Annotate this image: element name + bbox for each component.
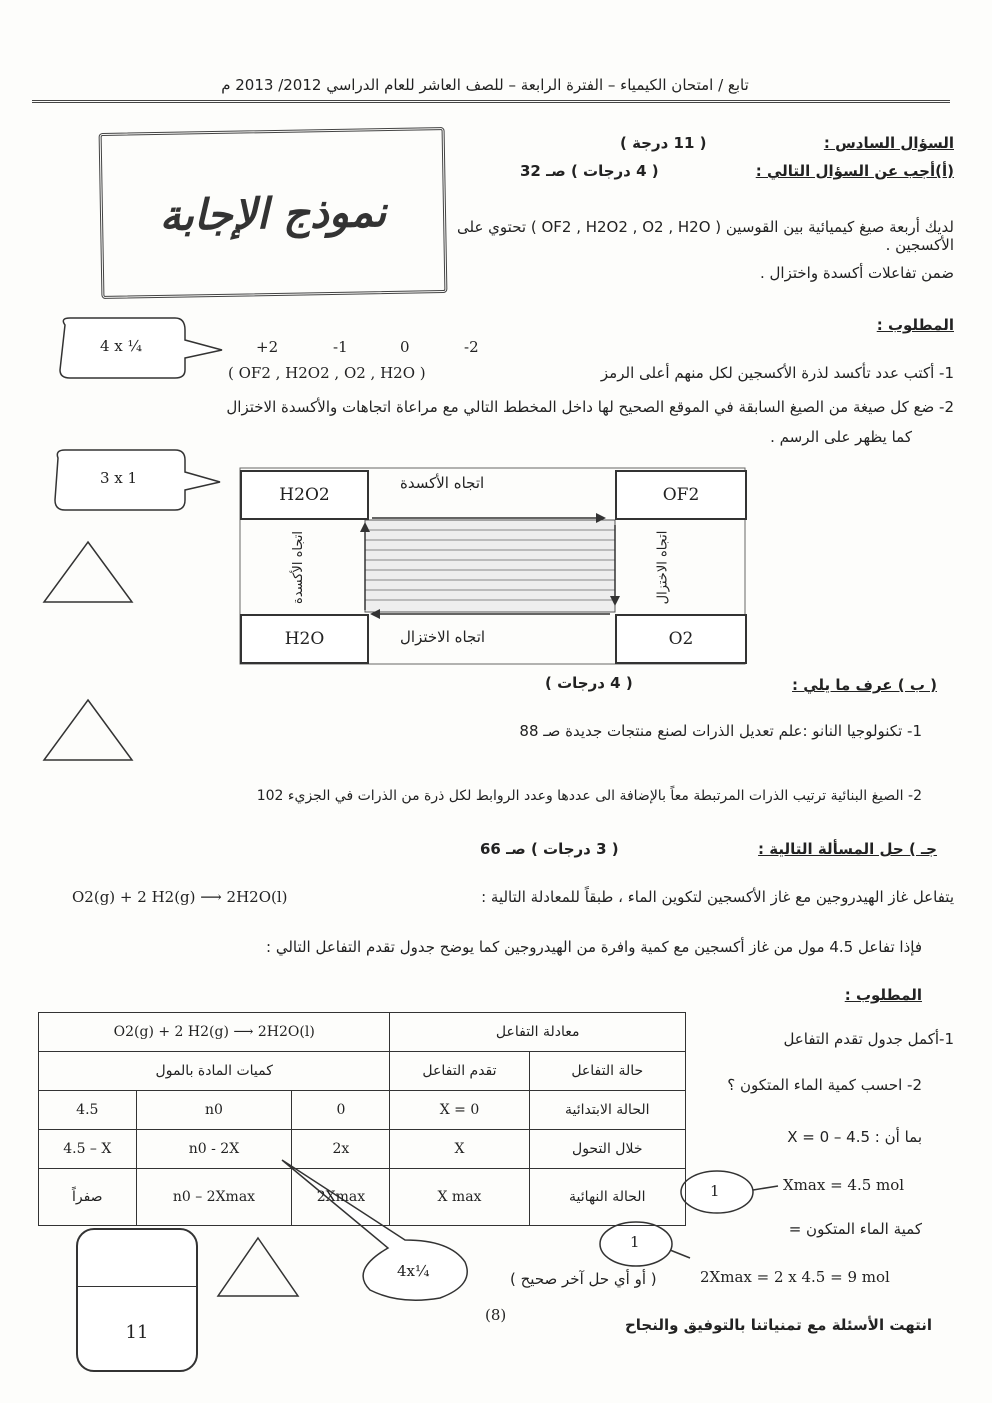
page-number: (8) [485,1306,507,1324]
table-row [39,1091,686,1130]
table-cell: X = 0 [390,1091,529,1130]
table-equation: O2(g) + 2 H2(g) ⟶ 2H2O(l) [39,1013,390,1052]
alternative-note: ( أو أي حل آخر صحيح ) [510,1270,657,1288]
part-b-marks: ( 4 درجات ) [545,674,633,692]
table-row [39,1169,686,1226]
triangle-mark-2 [44,700,132,760]
callout-table-text: 4x¼ [397,1262,430,1280]
triangle-mark-1 [44,542,132,602]
oxidation-direction-label: اتجاه الأكسدة [400,474,485,492]
reaction-progress-table [38,1012,686,1226]
part-c-marks: ( 3 درجات ) صـ 66 [480,840,619,858]
definition-1: 1- تكنولوجيا النانو :علم تعديل الذرات لصنع منتجات جديدة صـ 88 [519,722,922,740]
table-equation-header: معادلة التفاعل [390,1013,686,1052]
required-label: المطلوب : [876,316,954,334]
ox-number-o2: 0 [400,338,410,356]
reduction-direction-label: اتجاه الاختزال [400,628,486,646]
left-vertical-label: اتجاه الأكسدة [290,531,306,604]
part-a-label: (أ)أجب عن السؤال التالي : [755,162,954,180]
question-title: السؤال السادس : [823,134,954,152]
part-c-label: جـ ) حل المسألة التالية : [758,840,937,858]
part-a-marks: ( 4 درجات ) صـ 32 [520,162,659,180]
ox-number-of2: +2 [256,338,279,356]
table-amounts-header: كميات المادة بالمول [39,1052,390,1091]
table-cell: 4.5 – X [39,1130,137,1169]
triangle-mark-3 [218,1238,298,1296]
table-cell: صفراً [39,1169,137,1226]
ox-number-h2o: -2 [464,338,479,356]
table-cell: 0 [292,1091,390,1130]
table-cell: n0 – 2Xmax [136,1169,292,1226]
question-marks: ( 11 درجة ) [620,134,707,152]
table-cell: X max [390,1169,529,1226]
table-cell: 4.5 [39,1091,137,1130]
diagram-band [365,520,615,612]
part-b-label: ( ب ) عرف ما يلي : [792,676,937,694]
part-c-text-1: يتفاعل غاز الهيدروجين مع غاز الأكسجين لتكوين الماء ، طبقاً للمعادلة التالية : [481,888,954,906]
table-cell: 2x [292,1130,390,1169]
part-c-text-2: فإذا تفاعل 4.5 مول من غاز أكسجين مع كمية وافرة من الهيدروجين كما يوضح جدول تقدم التفاعل التالي : [266,938,922,956]
score-total: 11 [125,1322,149,1343]
item-2: 2- ضع كل صيغة من الصيغ السابقة في الموقع الصحيح لها داخل المخطط التالي مع مراعاة اتجاهات والأكسدة الاختزال [226,398,954,416]
part-c-equation: O2(g) + 2 H2(g) ⟶ 2H2O(l) [72,888,288,906]
stamp-text: نموذج الإجابة [159,186,387,240]
callout-one-a-text: 1 [710,1182,720,1200]
water-amount-label: كمية الماء المتكون = [788,1220,922,1238]
part-a-intro2: ضمن تفاعلات أكسدة واختزال . [760,264,954,282]
table-cell: 2Xmax [292,1169,390,1226]
table-cell: n0 - 2X [136,1130,292,1169]
table-cell: الحالة النهائية [529,1169,686,1226]
callout-bubble-2 [55,450,220,510]
water-answer: 2Xmax = 2 x 4.5 = 9 mol [700,1268,890,1286]
diagram-box-bottom-right: O2 [615,614,747,664]
ox-number-h2o2: -1 [333,338,348,356]
exam-header: تابع / امتحان الكيمياء – الفترة الرابعة – للصف العاشر للعام الدراسي 2012/ 2013 م [221,76,749,94]
diagram-box-bottom-left: H2O [240,614,369,664]
table-row [39,1130,686,1169]
requirement-1: 1-أكمل جدول تقدم التفاعل [783,1030,954,1048]
closing-text: انتهت الأسئلة مع تمنياتنا بالتوفيق والنجاح [624,1316,932,1334]
item-1-formulas: ( OF2 , H2O2 , O2 , H2O ) [228,364,426,382]
part-c-required: المطلوب : [844,986,922,1004]
callout-one-b-text: 1 [630,1233,640,1251]
callout-1-text: 4 x ¼ [100,337,143,355]
item-1: 1- أكتب عدد تأكسد لذرة الأكسجين لكل منهم أعلى الرمز [600,364,954,382]
requirement-2: 2- احسب كمية الماء المتكون ؟ [727,1076,922,1094]
callout-2-text: 3 x 1 [100,469,138,487]
diagram-box-top-right: OF2 [615,470,747,520]
item-2b: كما يظهر على الرسم . [770,428,912,446]
calc-line-1: بما أن : 4.5 – X = 0 [787,1128,922,1146]
table-cell: الحالة الابتدائية [529,1091,686,1130]
diagram-box-top-left: H2O2 [240,470,369,520]
table-progress-header: تقدم التفاعل [390,1052,529,1091]
xmax-value: Xmax = 4.5 mol [783,1176,905,1194]
definition-2: 2- الصيغ البنائية ترتيب الذرات المرتبطة معاً بالإضافة الى عددها وعدد الروابط لكل ذرة من الذرات في الجزيء 102 [256,788,922,804]
table-state-header: حالة التفاعل [529,1052,686,1091]
score-box [76,1228,198,1372]
right-vertical-label: اتجاه الاختزال [655,530,671,605]
table-cell: n0 [136,1091,292,1130]
table-cell: خلال التحول [529,1130,686,1169]
table-cell: X [390,1130,529,1169]
part-a-intro: لديك أربعة صيغ كيميائية بين القوسين ( OF2 , H2O2 , O2 , H2O ) تحتوي على الأكسجين . [457,218,954,254]
